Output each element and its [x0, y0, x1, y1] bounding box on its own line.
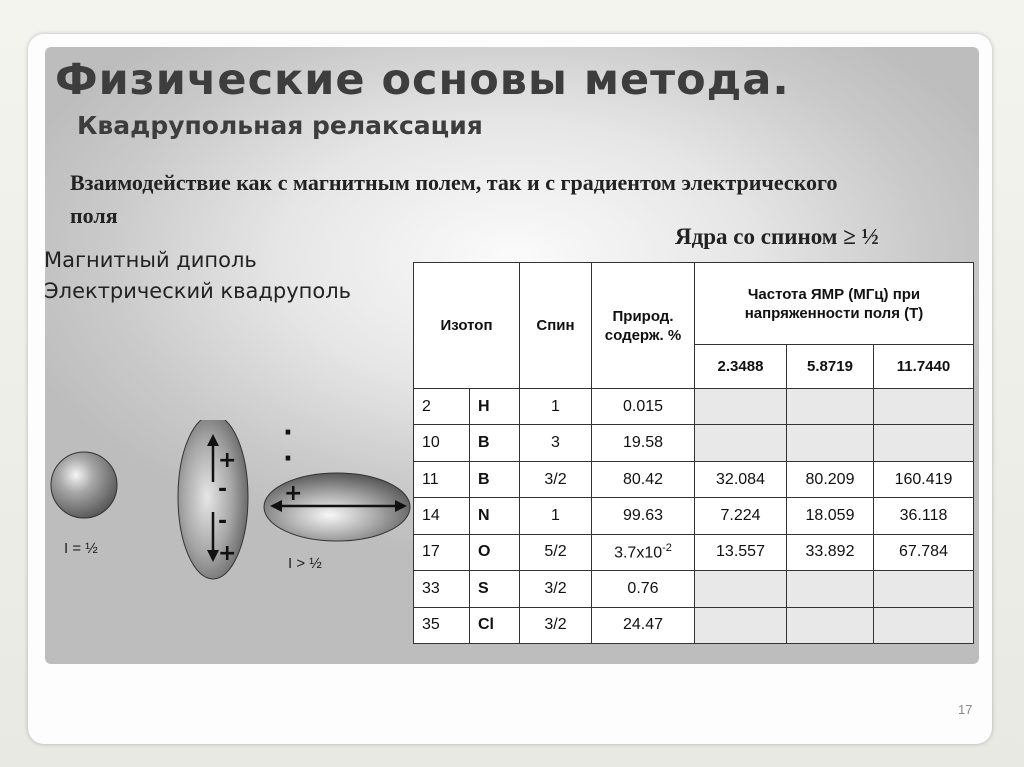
cell-spin: 1: [520, 389, 592, 425]
header-spin: Спин: [520, 263, 592, 389]
cell-element: S: [470, 571, 520, 607]
cell-freq-1: [695, 607, 787, 643]
cell-freq-2: 80.209: [787, 461, 874, 497]
cell-mass: 11: [414, 461, 470, 497]
nucleus-shape-diagram: [40, 420, 420, 595]
isotope-table: [413, 262, 974, 644]
abundance-base: 3.7x10: [614, 544, 663, 562]
table-row: [414, 534, 974, 570]
header-field-3: 11.7440: [874, 345, 974, 389]
cell-abundance: 99.63: [592, 498, 695, 534]
prolate-minus-bottom: -: [218, 509, 228, 534]
table-row: [414, 498, 974, 534]
cell-freq-3: 67.784: [874, 534, 974, 570]
table-row: [414, 571, 974, 607]
cell-spin: 3/2: [520, 461, 592, 497]
prolate-minus-top: -: [218, 477, 228, 502]
cell-element: N: [470, 498, 520, 534]
table-header-row: [414, 263, 974, 345]
nucleus-shapes-svg: [40, 420, 420, 590]
header-frequency: Частота ЯМР (МГц) при напряженности поля (Т): [695, 263, 974, 345]
abundance-exponent: -2: [662, 542, 672, 555]
cell-freq-1: [695, 571, 787, 607]
cell-abundance: 0.76: [592, 571, 695, 607]
cell-element: B: [470, 425, 520, 461]
cell-freq-2: 33.892: [787, 534, 874, 570]
spin-half-label: I = ½: [64, 540, 98, 557]
cell-freq-1: 32.084: [695, 461, 787, 497]
prolate-plus-bottom: +: [218, 541, 237, 566]
cell-freq-3: 160.419: [874, 461, 974, 497]
spin-heading: Ядра со спином ≥ ½: [675, 224, 879, 249]
cell-element: Cl: [470, 607, 520, 643]
header-isotope: Изотоп: [414, 263, 520, 389]
cell-freq-1: 7.224: [695, 498, 787, 534]
cell-element: H: [470, 389, 520, 425]
cell-abundance: 24.47: [592, 607, 695, 643]
cell-freq-3: [874, 607, 974, 643]
cell-abundance: 0.015: [592, 389, 695, 425]
oblate-dot-top: ·: [283, 420, 293, 448]
cell-freq-3: [874, 389, 974, 425]
cell-freq-3: [874, 571, 974, 607]
page-number: 17: [958, 702, 973, 717]
cell-freq-1: 13.557: [695, 534, 787, 570]
cell-mass: 10: [414, 425, 470, 461]
cell-spin: 1: [520, 498, 592, 534]
cell-mass: 2: [414, 389, 470, 425]
cell-abundance: 80.42: [592, 461, 695, 497]
cell-freq-2: [787, 425, 874, 461]
table-body: [414, 389, 974, 644]
cell-abundance: [592, 534, 695, 570]
cell-mass: 33: [414, 571, 470, 607]
header-field-1: 2.3488: [695, 345, 787, 389]
oblate-plus: +: [284, 481, 303, 506]
slide-title: Физические основы метода.: [55, 55, 790, 105]
header-field-2: 5.8719: [787, 345, 874, 389]
table-row: [414, 389, 974, 425]
cell-mass: 14: [414, 498, 470, 534]
cell-freq-2: 18.059: [787, 498, 874, 534]
cell-freq-3: 36.118: [874, 498, 974, 534]
cell-freq-2: [787, 571, 874, 607]
lead-text: Взаимодействие как с магнитным полем, так и с градиентом электрического поля: [70, 170, 838, 228]
cell-spin: 3/2: [520, 607, 592, 643]
oblate-dot-bottom: ·: [283, 444, 293, 474]
cell-mass: 35: [414, 607, 470, 643]
cell-freq-2: [787, 607, 874, 643]
table-row: [414, 607, 974, 643]
cell-spin: 5/2: [520, 534, 592, 570]
table-row: [414, 461, 974, 497]
cell-freq-1: [695, 389, 787, 425]
electric-quadrupole-label: Электрический квадруполь: [44, 279, 352, 303]
cell-spin: 3: [520, 425, 592, 461]
cell-freq-3: [874, 425, 974, 461]
slide-subtitle: Квадрупольная релаксация: [77, 111, 483, 140]
header-abundance: Природ. содерж. %: [592, 263, 695, 389]
cell-abundance: 19.58: [592, 425, 695, 461]
cell-freq-1: [695, 425, 787, 461]
magnetic-dipole-label: Магнитный диполь: [44, 248, 257, 272]
cell-freq-2: [787, 389, 874, 425]
table-row: [414, 425, 974, 461]
cell-spin: 3/2: [520, 571, 592, 607]
cell-element: O: [470, 534, 520, 570]
prolate-plus-top: +: [218, 448, 237, 473]
cell-mass: 17: [414, 534, 470, 570]
spin-greater-half-label: I > ½: [288, 555, 322, 572]
cell-element: B: [470, 461, 520, 497]
spherical-nucleus: [51, 452, 117, 518]
